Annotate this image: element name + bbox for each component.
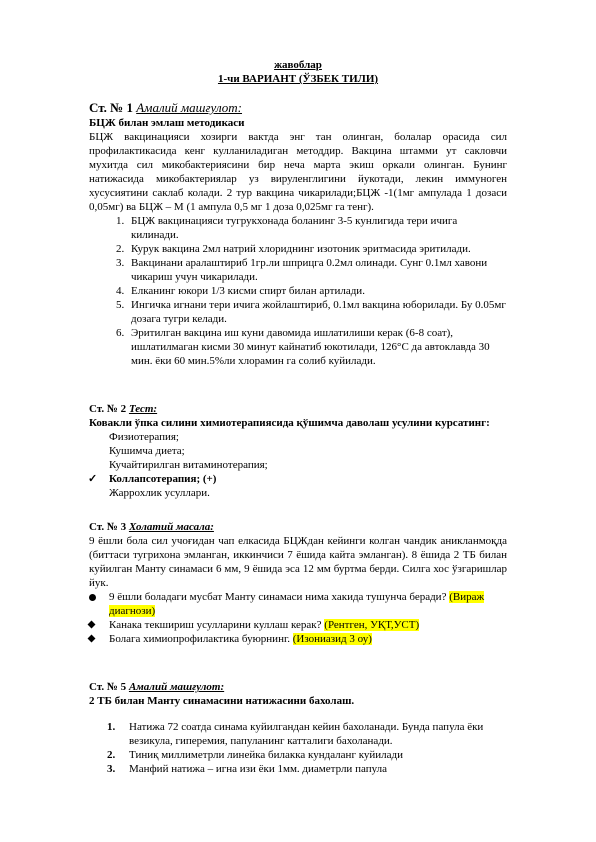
station-3-heading (89, 520, 507, 534)
option: Кушимча диета; (109, 445, 185, 457)
list-number: 2. (107, 749, 116, 761)
station-2-type: Тест: (128, 403, 158, 415)
list-item (107, 720, 507, 748)
doc-title: жавоблар (274, 59, 322, 71)
station-3-type: Холатий масала: (128, 521, 214, 533)
station-1-topic: БЦЖ билан эмлаш методикаси (89, 117, 245, 129)
list-item: 5. Ингичка игнани тери ичига жойлаштириб, 0.1мл вакцина юборилади. Бу 0.05мг дозага тугри келади. (127, 298, 507, 326)
list-item: 3. Вакцинани аралаштириб 1гр.ли шприцга 0.2мл олинади. Сунг 0.1мл хавони чикариш учун чикарилади. (127, 256, 507, 284)
question-1: 9 ёшли боладаги мусбат Манту синамаси нима хакида тушунча беради? (109, 591, 447, 603)
station-2-options (89, 430, 507, 500)
list-number: 3. (107, 763, 116, 775)
option-correct (88, 472, 507, 486)
station-1-intro: БЦЖ вакцинацияси хозирги вактда энг тан олинган, болалар орасида сил профилактикасида кенг кулланиладиган методдир. Вакцина штамми ут сакловчи мухитда сил микобактериясини бир неча марта экиш оркали олинган. Бунинг натижасида микобактериялар уз вируленглигини йукотади, лекин иммуноген хусусиятини саклаб колади. 2 тур вакцина чикарилади;БЦЖ -1(1мг ампулада 1 дозаси 0,05мг) ва БЦЖ – М (1 ампула 0,5 мг 1 доза 0,025мг га тенг). (89, 131, 507, 213)
station-5-number: Ст. № 5 (89, 681, 127, 693)
list-item (107, 748, 507, 762)
list-item: 6. Эритилган вакцина иш куни давомида ишлатилиши керак (6-8 соат), ишлатилмаган кисми 30 минут кайнатиб юкотилади, 126°С да автоклавда 30 мин. ёки 60 мин.5%ли хлорамин га солиб куйилади. (127, 326, 507, 368)
check-icon: ✓ (88, 473, 98, 485)
station-2-number: Ст. № 2 (89, 403, 127, 415)
bullet-icon (89, 594, 96, 601)
list-number: 1. (107, 721, 116, 733)
list-text: Манфий натижа – игна изи ёки 1мм. диаметрли папула (129, 763, 387, 775)
station-3-questions (89, 590, 507, 646)
option: Кучайтирилган витаминотерапия; (109, 459, 268, 471)
list-item: 1. БЦЖ вакцинацияси тугрукхонада боланинг 3-5 кунлигида тери ичига килинади. (127, 214, 507, 242)
station-1-number: Ст. № 1 (89, 100, 133, 115)
list-item: 4. Елканинг юкори 1/3 кисми спирт билан артилади. (127, 284, 507, 298)
diamond-bullet-icon (88, 635, 96, 643)
question-3: Болага химиопрофилактика буюрнинг. (109, 633, 290, 645)
option: Жаррохлик усуллари. (109, 487, 210, 499)
answer-1: (Вираж диагнози) (109, 591, 485, 617)
station-5-type: Амалий машғулот: (128, 681, 225, 693)
station-3-case: 9 ёшли бола сил учоғидан чап елкасида БЦЖдан кейинги колган чандик аникланмоқда (биттаси тугрихона эмланган, иккинчиси 7 ёшида кайта эмланган). 8 ёшида 2 ТБ билан куйилган Манту синамаси 6 мм, 9 ёшида эса 12 мм буртма берди. Силга хос ўзгаришлар йук. (89, 535, 507, 589)
station-5-steps (89, 720, 507, 776)
station-1-steps (89, 214, 507, 368)
list-item (107, 762, 507, 776)
option: Физиотерапия; (109, 431, 179, 443)
station-2-question: Ковакли ўпка силини химиотерапиясида қўшимча даволаш усулини курсатинг: (89, 417, 490, 429)
list-item (109, 632, 507, 646)
station-3-number: Ст. № 3 (89, 521, 127, 533)
station-5-heading (89, 680, 507, 694)
list-text: Тиниқ миллиметрли линейка билакка кундаланг куйилади (129, 749, 404, 761)
document-page (89, 58, 507, 776)
list-text: Натижа 72 соатда синама куйилгандан кейин бахоланади. Бунда папула ёки везикула, гиперемия, папуланинг катталиги бахоланади. (129, 721, 484, 747)
list-item (109, 618, 507, 632)
list-item (109, 590, 507, 618)
list-item: 2. Курук вакцина 2мл натрий хлориднинг изотоник эритмасида эритилади. (127, 242, 507, 256)
answer-3: (Изониазид 3 оу) (292, 633, 372, 645)
question-2: Канака текшириш усулларини куллаш керак? (109, 619, 322, 631)
station-1-heading (89, 100, 507, 116)
station-5-topic: 2 ТБ билан Манту синамасини натижасини бахолаш. (89, 695, 355, 707)
diamond-bullet-icon (88, 621, 96, 629)
station-2-heading (89, 402, 507, 416)
doc-subtitle: 1-чи ВАРИАНТ (ЎЗБЕК ТИЛИ) (217, 73, 379, 85)
answer-2: (Рентген, УҚТ,УСТ) (324, 619, 420, 631)
option-correct-label: Коллапсотерапия; (+) (109, 473, 217, 485)
station-1-type: Амалий машғулот: (136, 100, 243, 115)
